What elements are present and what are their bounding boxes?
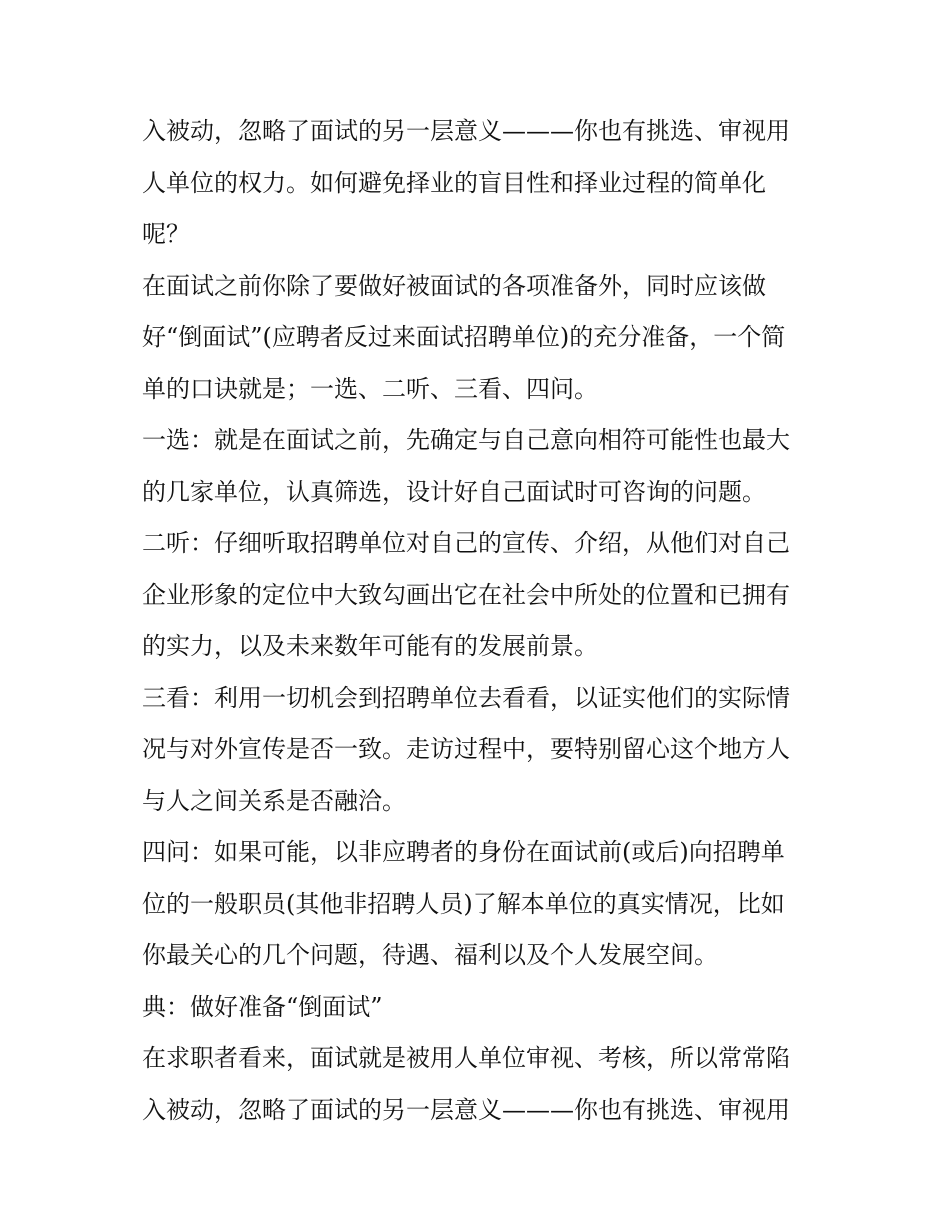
text-line: 况与对外宣传是否一致。走访过程中，要特别留心这个地方人: [142, 735, 790, 763]
text-line: 在求职者看来，面试就是被用人单位审视、考核，所以常常陷: [142, 1044, 790, 1072]
text-line: 四问：如果可能，以非应聘者的身份在面试前(或后)向招聘单: [142, 838, 785, 866]
text-line: 你最关心的几个问题，待遇、福利以及个人发展空间。: [142, 941, 718, 969]
text-line: 入被动，忽略了面试的另一层意义———你也有挑选、审视用: [142, 117, 790, 145]
text-line: 好“倒面试”(应聘者反过来面试招聘单位)的充分准备，一个简: [142, 323, 786, 351]
text-line: 呢？: [142, 220, 190, 248]
text-line: 在面试之前你除了要做好被面试的各项准备外，同时应该做: [142, 271, 766, 300]
text-line: 的几家单位，认真筛选，设计好自己面试时可咨询的问题。: [142, 477, 766, 506]
document-body: [142, 106, 822, 1136]
text-line: 典：做好准备“倒面试”: [142, 992, 383, 1021]
text-line: 人单位的权力。如何避免择业的盲目性和择业过程的简单化: [142, 168, 766, 197]
text-line: 三看：利用一切机会到招聘单位去看看，以证实他们的实际情: [142, 683, 790, 712]
text-line: 二听：仔细听取招聘单位对自己的宣传、介绍，从他们对自己: [142, 529, 790, 557]
text-line: 企业形象的定位中大致勾画出它在社会中所处的位置和已拥有: [142, 580, 790, 609]
text-line: 单的口诀就是；一选、二听、三看、四问。: [142, 374, 598, 403]
text-line: 与人之间关系是否融洽。: [142, 786, 406, 815]
text-line: 的实力，以及未来数年可能有的发展前景。: [142, 632, 598, 660]
text-line: 位的一般职员(其他非招聘人员)了解本单位的真实情况，比如: [142, 889, 785, 918]
text-line: 入被动，忽略了面试的另一层意义———你也有挑选、审视用: [142, 1095, 790, 1124]
text-line: 一选：就是在面试之前，先确定与自己意向相符可能性也最大: [142, 426, 790, 454]
